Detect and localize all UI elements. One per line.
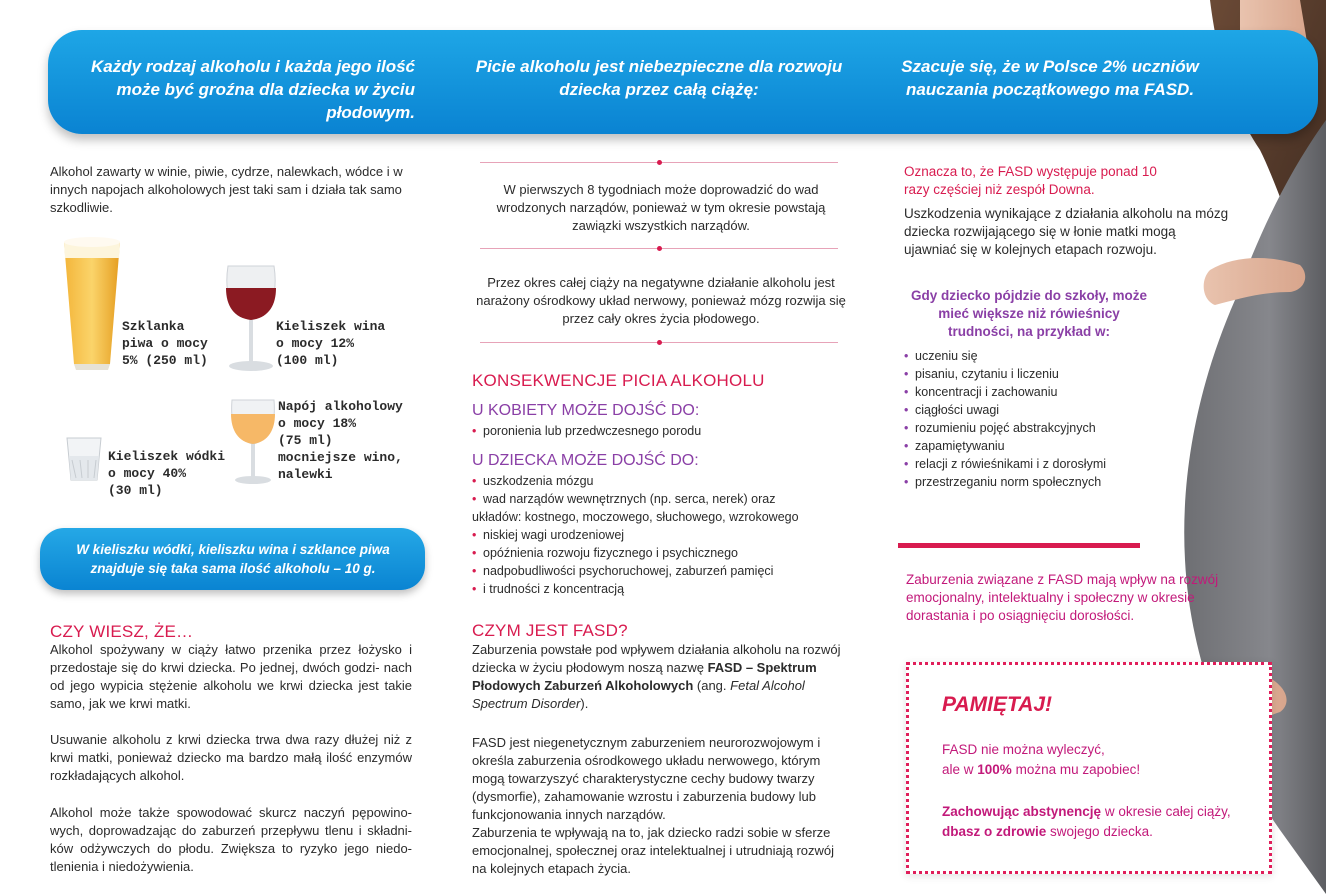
list-item: • układów: kostnego, moczowego, słuchowego, wzrokowego [472, 508, 857, 526]
first-weeks-paragraph: W pierwszych 8 tygodniach może doprowadzić do wad wrodzonych narządów, ponieważ w tym okresie powstają zawiązki wszystkich narządów. [496, 182, 826, 233]
wine-glass-icon [222, 262, 280, 374]
banner-text-left: Każdy rodzaj alkoholu i każda jego ilość może być groźna dla dziecka w życiu płodowym. [90, 57, 415, 122]
vodka-glass-icon [64, 434, 104, 484]
child-consequences-heading: U DZIECKA MOŻE DOJŚĆ DO: [472, 452, 699, 469]
divider-dot [657, 160, 662, 165]
liqueur-label: Napój alkoholowy o mocy 18% (75 ml) mocniejsze wino, nalewki [278, 399, 403, 482]
list-item: • uczeniu się [904, 347, 1164, 365]
list-item: • rozumieniu pojęć abstrakcyjnych [904, 419, 1164, 437]
woman-consequences-heading: U KOBIETY MOŻE DOJŚĆ DO: [472, 402, 700, 419]
list-item: • opóźnienia rozwoju fizycznego i psychicznego [472, 544, 857, 562]
did-you-know-heading: CZY WIESZ, ŻE… [50, 622, 194, 641]
fasd-effects-paragraph: Zaburzenia te wpływają na to, jak dziecko radzi sobie w sferze emocjonalnej, społecznej oraz intelektualnej i utrudniają rozwój na kolejnych etapach życia. [472, 825, 835, 876]
list-item: • poronienia lub przedwczesnego porodu [472, 422, 852, 440]
school-heading: Gdy dziecko pójdzie do szkoły, może mieć większe niż rówieśnicy trudności, na przykład w: [910, 288, 1148, 339]
list-item: • uszkodzenia mózgu [472, 472, 857, 490]
liqueur-glass-icon [228, 396, 278, 488]
nervous-system-paragraph: Przez okres całej ciąży na negatywne działanie alkoholu jest narażony ośrodkowy układ nerwowy, ponieważ mózg rozwija się przez cały okres życia płodowego. [476, 275, 846, 326]
did-you-know-p3: Alkohol może także spowodować skurcz naczyń pępowino- wych, doprowadzając do zaburzeń przepływu tlenu i składni- ków odżywczych do płodu. Zwiększa to ryzyko jego niedo- tlenienia i niedożywienia. [50, 805, 412, 874]
woman-consequences-list [472, 422, 852, 440]
did-you-know-p1: Alkohol spożywany w ciąży łatwo przenika przez łożysko i przedostaje się do krwi dziecka. Po jednej, dwóch godzi- nach od jego wypicia stężenie alkoholu we krwi dziecka jest takie samo, jak we krwi matki. [50, 642, 412, 711]
list-item: • ciągłości uwagi [904, 401, 1164, 419]
list-item: • nadpobudliwości psychoruchowej, zaburzeń pamięci [472, 562, 857, 580]
remember-title: PAMIĘTAJ! [942, 693, 1053, 716]
list-item: • i trudności z koncentracją [472, 580, 857, 598]
wine-label: Kieliszek wina o mocy 12% (100 ml) [276, 319, 386, 368]
fasd-frequency-text: Oznacza to, że FASD występuje ponad 10 razy częściej niż zespół Downa. [904, 164, 1157, 197]
divider-dot [657, 246, 662, 251]
banner-text-right: Szacuje się, że w Polsce 2% uczniów nauczania początkowego ma FASD. [901, 57, 1199, 99]
beer-glass-icon [60, 236, 124, 372]
list-item: • relacji z rówieśnikami i z dorosłymi [904, 455, 1164, 473]
what-is-fasd-paragraph: Zaburzenia powstałe pod wpływem działania alkoholu na rozwój dziecka w życiu płodowym noszą nazwę FASD – Spektrum Płodowych Zaburzeń Alkoholowych (ang. Fetal Alcohol Spectrum Disorder). [472, 642, 841, 711]
fasd-definition-paragraph: FASD jest niegenetycznym zaburzeniem neurorozwojowym i określa zaburzenia ośrodkowego układu nerwowego, którym mogą towarzyszyć charakterystyczne cechy budowy twarzy (dysmorfie), zahamowanie wzrostu i zaburzenia budowy lub funkcjonowania innych narządów. [472, 735, 821, 822]
banner-text-middle: Picie alkoholu jest niebezpieczne dla rozwoju dziecka przez całą ciążę: [475, 57, 843, 99]
list-item: • pisaniu, czytaniu i liczeniu [904, 365, 1164, 383]
list-item: • niskiej wagi urodzeniowej [472, 526, 857, 544]
section-divider-bar [898, 543, 1140, 548]
brain-damage-paragraph: Uszkodzenia wynikające z działania alkoholu na mózg dziecka rozwijającego się w łonie matki mogą ujawniać się w kolejnych etapach rozwoju. [904, 206, 1229, 257]
school-difficulties-list [904, 347, 1164, 491]
vodka-label: Kieliszek wódki o mocy 40% (30 ml) [108, 449, 226, 498]
remember-text-1: FASD nie można wyleczyć, ale w 100% można mu zapobiec! [942, 742, 1141, 777]
list-item: • przestrzeganiu norm społecznych [904, 473, 1164, 491]
list-item: • wad narządów wewnętrznych (np. serca, nerek) oraz [472, 490, 857, 508]
list-item: • zapamiętywaniu [904, 437, 1164, 455]
divider-dot [657, 340, 662, 345]
did-you-know-p2: Usuwanie alkoholu z krwi dziecka trwa dwa razy dłużej niż z krwi matki, ponieważ dziecko ma bardzo małą ilość enzymów rozkładających alkohol. [50, 732, 412, 783]
intro-paragraph: Alkohol zawarty w winie, piwie, cydrze, nalewkach, wódce i w innych napojach alkoholowych jest taki sam i działa tak samo szkodliwie. [50, 164, 403, 215]
alcohol-amount-text: W kieliszku wódki, kieliszku wina i szklance piwa znajduje się taka sama ilość alkoholu – 10 g. [76, 542, 390, 576]
what-is-fasd-heading: CZYM JEST FASD? [472, 621, 628, 640]
child-consequences-list [472, 472, 857, 598]
consequences-heading: KONSEKWENCJE PICIA ALKOHOLU [472, 371, 765, 390]
disorders-paragraph: Zaburzenia związane z FASD mają wpływ na rozwój emocjonalny, intelektualny i społeczny w okresie dorastania i po osiągnięciu dorosłości. [906, 572, 1219, 623]
beer-label: Szklanka piwa o mocy 5% (250 ml) [122, 319, 208, 368]
remember-text-2: Zachowując abstynencję w okresie całej ciąży, dbasz o zdrowie swojego dziecka. [942, 804, 1231, 839]
list-item: • koncentracji i zachowaniu [904, 383, 1164, 401]
